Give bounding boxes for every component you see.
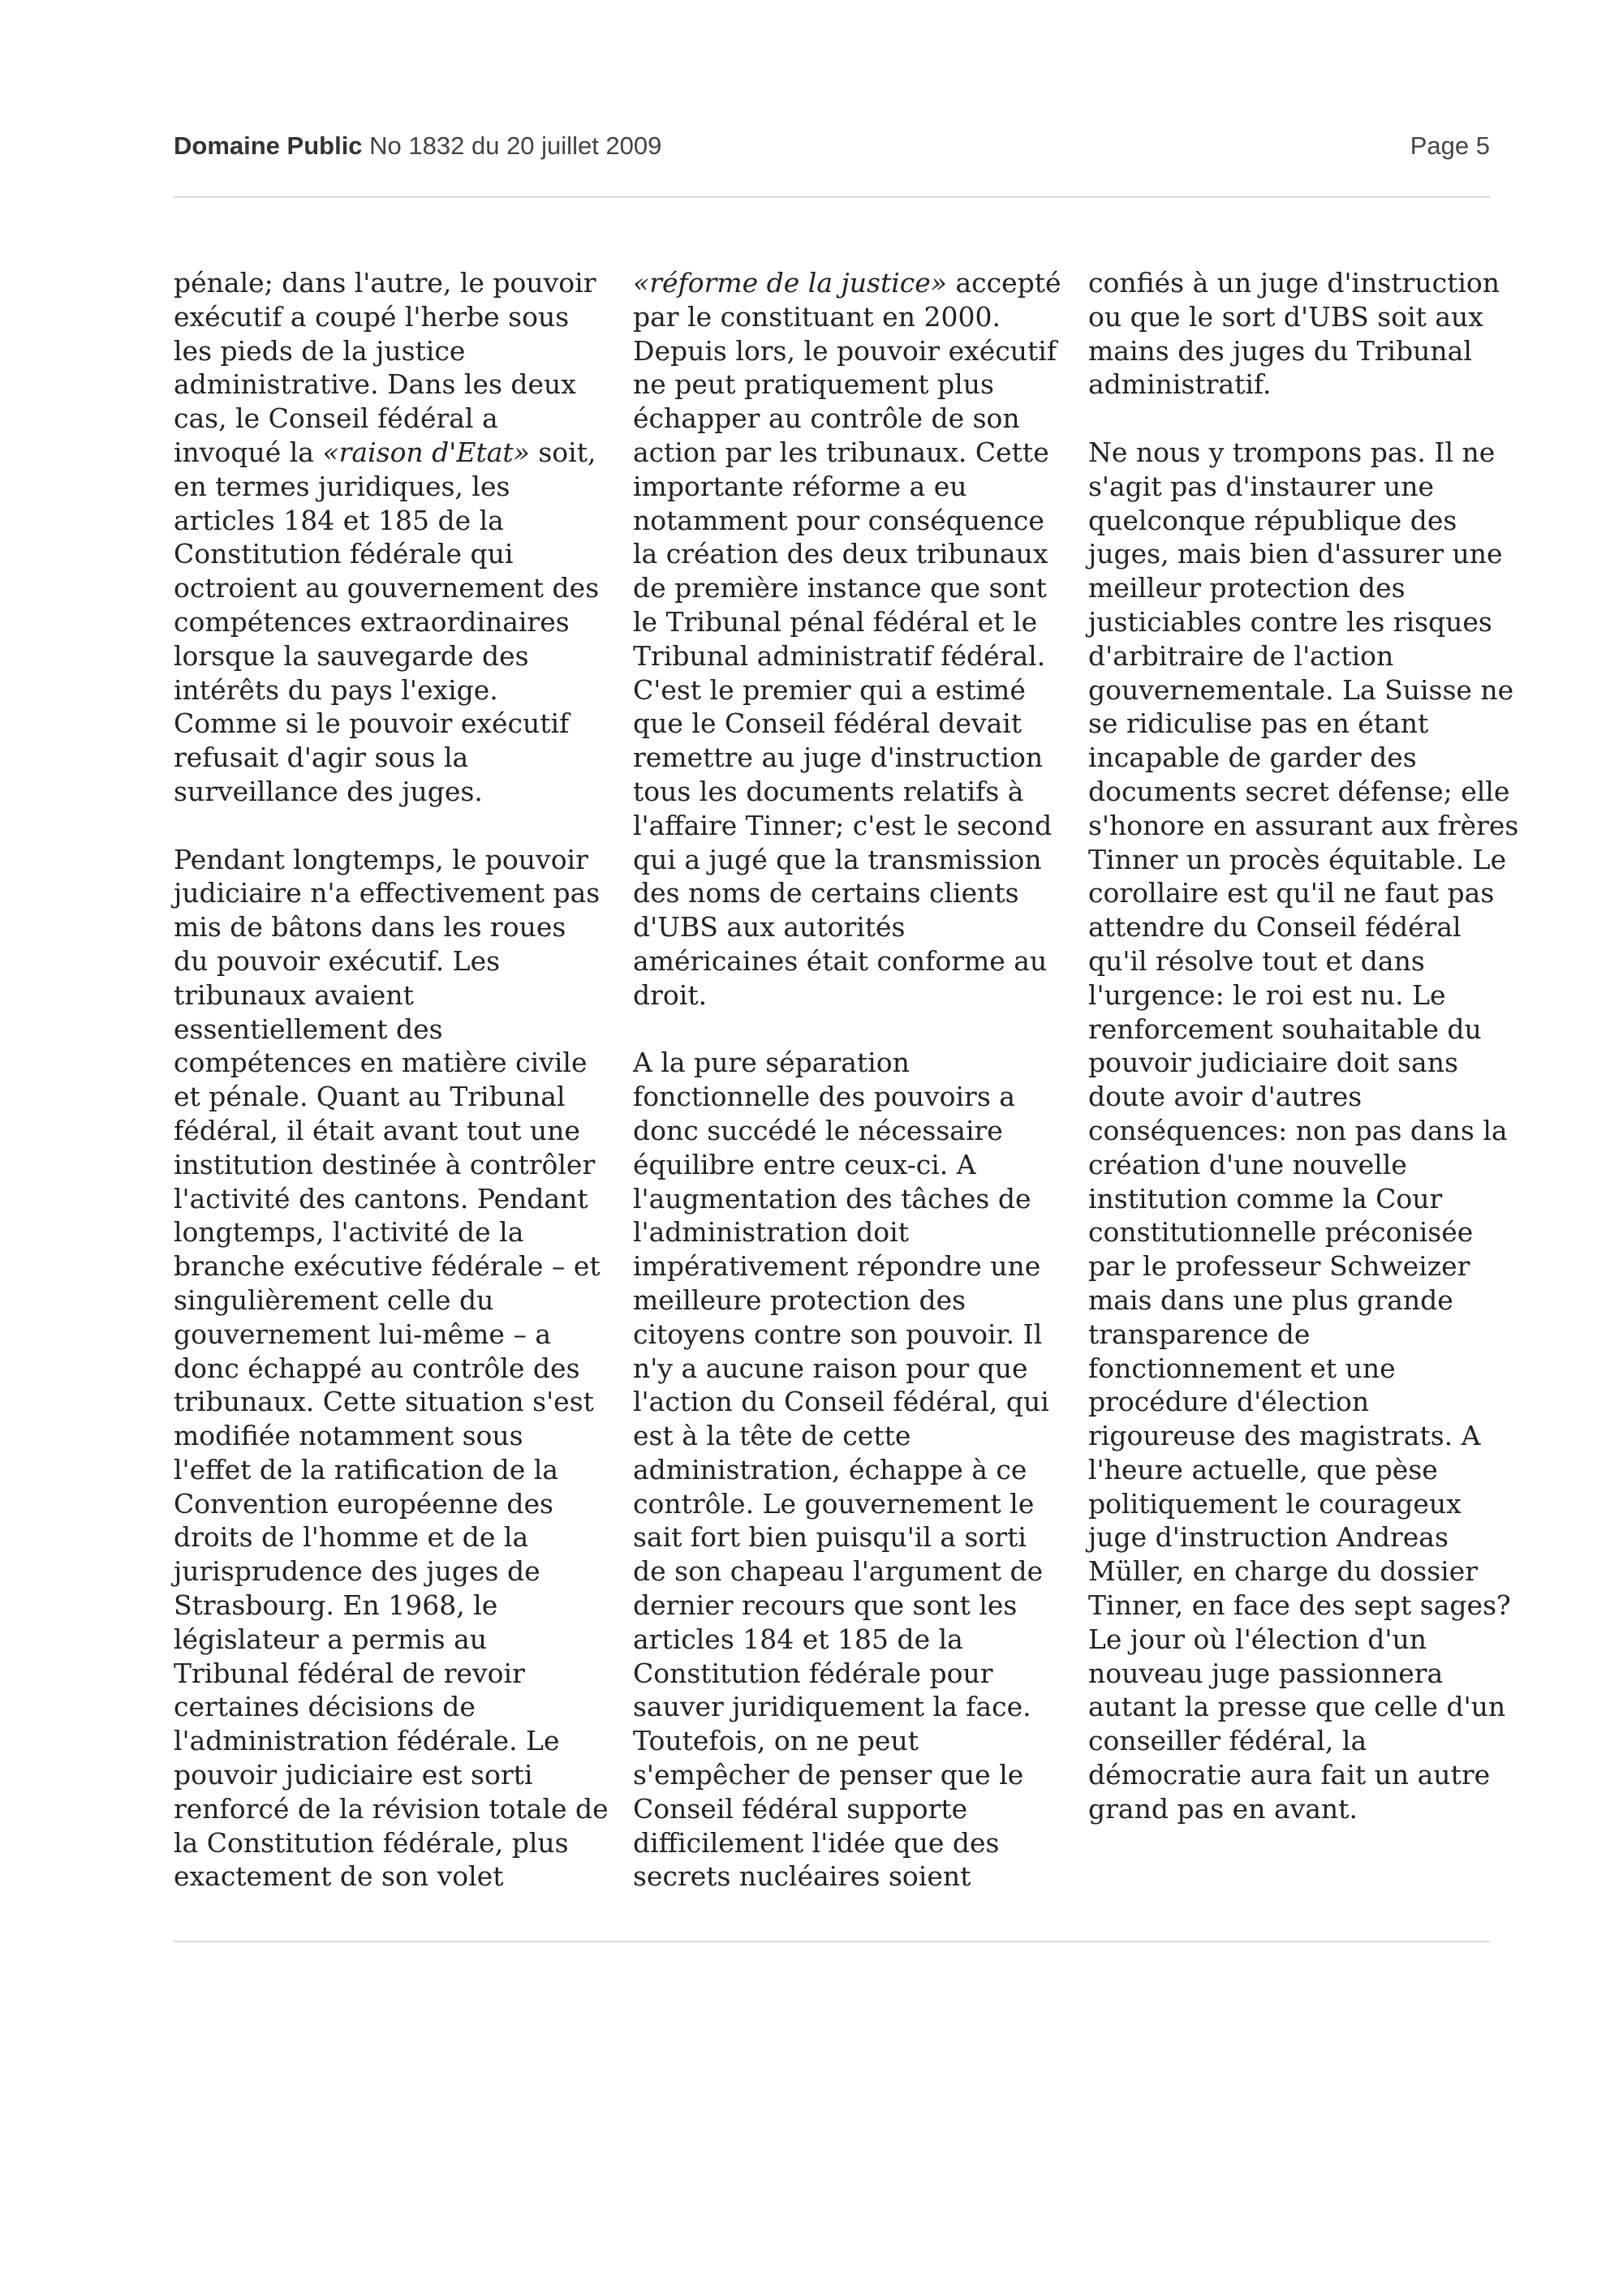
text-line: contrôle. Le gouvernement le <box>633 1487 1035 1520</box>
text-line: politiquement le courageux <box>1088 1487 1462 1520</box>
text-line: gouvernementale. La Suisse ne <box>1088 673 1514 706</box>
text-line: nouveau juge passionnera <box>1088 1657 1444 1689</box>
paragraph <box>1088 436 1518 1826</box>
issue-info: No 1832 du 20 juillet 2009 <box>362 131 662 160</box>
text-line: rigoureuse des magistrats. A <box>1088 1420 1481 1452</box>
text-line: Le jour où l'élection d'un <box>1088 1623 1427 1655</box>
text-line: administration, échappe à ce <box>633 1453 1027 1486</box>
text-line: documents secret défense; elle <box>1088 775 1510 807</box>
text-line: compétences en matière civile <box>174 1047 588 1079</box>
text-line: sauver juridiquement la face. <box>633 1691 1031 1723</box>
text-line: l'administration fédérale. Le <box>174 1725 560 1757</box>
text-line: refusait d'agir sous la <box>174 742 469 774</box>
text-line: l'effet de la ratification de la <box>174 1453 558 1486</box>
text-line: tribunaux. Cette situation s'est <box>174 1386 594 1418</box>
text-column-3 <box>1088 266 1518 1860</box>
text-line: constitutionnelle préconisée <box>1088 1216 1474 1249</box>
text-line: doute avoir d'autres <box>1088 1081 1363 1113</box>
text-line: meilleur protection des <box>1088 572 1406 604</box>
text-line: que le Conseil fédéral devait <box>633 707 1022 740</box>
text-line: exécutif a coupé l'herbe sous <box>174 300 570 333</box>
text-line: Tribunal fédéral de revoir <box>174 1657 525 1689</box>
paragraph <box>1088 266 1518 402</box>
text-line: par le professeur Schweizer <box>1088 1250 1470 1283</box>
page-header <box>174 131 1490 172</box>
text-line: l'heure actuelle, que pèse <box>1088 1453 1438 1486</box>
text-line: des noms de certains clients <box>633 877 1019 909</box>
text-line: création d'une nouvelle <box>1088 1148 1407 1180</box>
text-segment: invoqué la <box>174 436 323 468</box>
text-line: corollaire est qu'il ne faut pas <box>1088 877 1495 909</box>
text-line: mis de bâtons dans les roues <box>174 911 566 944</box>
text-line: renforcement souhaitable du <box>1088 1013 1482 1045</box>
paragraph <box>633 1046 1063 1894</box>
text-line: pouvoir judiciaire est sorti <box>174 1759 533 1791</box>
paragraph <box>174 843 609 1894</box>
text-line: d'UBS aux autorités <box>633 911 906 944</box>
text-line: mains des juges du Tribunal <box>1088 334 1472 367</box>
text-line: exactement de son volet <box>174 1860 504 1893</box>
text-line: renforcé de la révision totale de <box>174 1792 609 1825</box>
text-line: surveillance des juges. <box>174 775 483 807</box>
paragraph <box>633 266 1063 1013</box>
page-number: Page 5 <box>1410 131 1490 160</box>
text-line: équilibre entre ceux-ci. A <box>633 1148 976 1180</box>
text-line: en termes juridiques, les <box>174 470 510 502</box>
text-line: octroient au gouvernement des <box>174 572 600 604</box>
text-line: dernier recours que sont les <box>633 1589 1018 1622</box>
text-segment: accepté <box>946 267 1061 299</box>
text-line: américaines était conforme au <box>633 944 1048 977</box>
text-line: et pénale. Quant au Tribunal <box>174 1081 566 1113</box>
text-line: Depuis lors, le pouvoir exécutif <box>633 334 1057 367</box>
text-line: longtemps, l'activité de la <box>174 1216 524 1249</box>
text-line: judiciaire n'a effectivement pas <box>174 877 601 909</box>
text-line: l'administration doit <box>633 1216 909 1249</box>
text-line: ou que le sort d'UBS soit aux <box>1088 300 1483 333</box>
text-line: secrets nucléaires soient <box>633 1860 971 1893</box>
text-line: conseiller fédéral, la <box>1088 1725 1367 1757</box>
text-line: fonctionnelle des pouvoirs a <box>633 1081 1015 1113</box>
text-line: modifiée notamment sous <box>174 1420 523 1452</box>
text-line: Tinner un procès équitable. Le <box>1088 843 1507 875</box>
text-line: tous les documents relatifs à <box>633 775 1024 807</box>
text-line: jurisprudence des juges de <box>174 1555 540 1588</box>
text-line: démocratie aura fait un autre <box>1088 1759 1491 1791</box>
text-line: certaines décisions de <box>174 1691 476 1723</box>
text-line: Pendant longtemps, le pouvoir <box>174 843 588 875</box>
text-line: citoyens contre son pouvoir. Il <box>633 1318 1043 1350</box>
text-line: autant la presse que celle d'un <box>1088 1691 1506 1723</box>
text-line: juge d'instruction Andreas <box>1088 1521 1449 1554</box>
text-line: mais dans une plus grande <box>1088 1283 1453 1316</box>
text-line: gouvernement lui-même – a <box>174 1318 552 1350</box>
text-line: qu'il résolve tout et dans <box>1088 944 1425 977</box>
text-line: A la pure séparation <box>633 1047 910 1079</box>
text-line: de son chapeau l'argument de <box>633 1555 1044 1588</box>
text-line: échapper au contrôle de son <box>633 402 1020 435</box>
publication-name: Domaine Public <box>174 131 363 160</box>
text-line: institution comme la Cour <box>1088 1182 1443 1215</box>
text-line: qui a jugé que la transmission <box>633 843 1042 875</box>
header-divider <box>174 196 1490 198</box>
text-line: n'y a aucune raison pour que <box>633 1352 1028 1384</box>
text-line: juges, mais bien d'assurer une <box>1088 538 1503 570</box>
text-line: confiés à un juge d'instruction <box>1088 267 1500 299</box>
text-line: donc échappé au contrôle des <box>174 1352 580 1384</box>
text-line: s'empêcher de penser que le <box>633 1759 1024 1791</box>
text-line: donc succédé le nécessaire <box>633 1114 1003 1146</box>
text-line: branche exécutive fédérale – et <box>174 1250 601 1283</box>
text-line: l'action du Conseil fédéral, qui <box>633 1386 1049 1418</box>
text-line: cas, le Conseil fédéral a <box>174 402 498 435</box>
text-line: fonctionnement et une <box>1088 1352 1396 1384</box>
text-line: action par les tribunaux. Cette <box>633 436 1049 468</box>
text-line: Constitution fédérale pour <box>633 1657 993 1689</box>
text-line: difficilement l'idée que des <box>633 1826 1000 1859</box>
text-line: singulièrement celle du <box>174 1283 494 1316</box>
text-line: Comme si le pouvoir exécutif <box>174 707 570 740</box>
text-line: Convention européenne des <box>174 1487 553 1520</box>
text-line: conséquences: non pas dans la <box>1088 1114 1508 1146</box>
text-line: procédure d'élection <box>1088 1386 1370 1418</box>
text-line: meilleure protection des <box>633 1283 966 1316</box>
text-line: se ridiculise pas en étant <box>1088 707 1429 740</box>
text-line: de première instance que sont <box>633 572 1047 604</box>
text-line: tribunaux avaient <box>174 978 414 1011</box>
text-line: remettre au juge d'instruction <box>633 742 1044 774</box>
text-line: est à la tête de cette <box>633 1420 911 1452</box>
text-line: attendre du Conseil fédéral <box>1088 911 1462 944</box>
text-line: lorsque la sauvegarde des <box>174 639 529 672</box>
text-line: importante réforme a eu <box>633 470 967 502</box>
text-line: Müller, en charge du dossier <box>1088 1555 1478 1588</box>
text-line: Tinner, en face des sept sages? <box>1088 1589 1511 1622</box>
text-line: Constitution fédérale qui <box>174 538 514 570</box>
text-line: droits de l'homme et de la <box>174 1521 529 1554</box>
text-line: pouvoir judiciaire doit sans <box>1088 1047 1458 1079</box>
text-line: législateur a permis au <box>174 1623 488 1655</box>
text-line: incapable de garder des <box>1088 742 1417 774</box>
text-line: grand pas en avant. <box>1088 1792 1358 1825</box>
text-column-2 <box>633 266 1063 1928</box>
text-line: Tribunal administratif fédéral. <box>633 639 1046 672</box>
text-line: transparence de <box>1088 1318 1311 1350</box>
text-segment: soit, <box>529 436 596 468</box>
quoted-term: «réforme de la justice» <box>633 267 947 299</box>
text-line: quelconque république des <box>1088 504 1457 536</box>
text-line: l'urgence: le roi est nu. Le <box>1088 978 1446 1011</box>
text-line <box>633 266 1063 300</box>
text-line: pénale; dans l'autre, le pouvoir <box>174 267 596 299</box>
text-line: droit. <box>633 978 708 1011</box>
text-line: essentiellement des <box>174 1013 443 1045</box>
text-line: notamment pour conséquence <box>633 504 1044 536</box>
text-line: Ne nous y trompons pas. Il ne <box>1088 436 1496 468</box>
paragraph <box>174 266 604 809</box>
text-line: compétences extraordinaires <box>174 605 570 638</box>
text-line: intérêts du pays l'exige. <box>174 673 498 706</box>
text-line: fédéral, il était avant tout une <box>174 1114 580 1146</box>
text-line: ne peut pratiquement plus <box>633 368 994 401</box>
text-line: administrative. Dans les deux <box>174 368 576 401</box>
text-line: Toutefois, on ne peut <box>633 1725 919 1757</box>
text-line: l'augmentation des tâches de <box>633 1182 1031 1215</box>
text-line: le Tribunal pénal fédéral et le <box>633 605 1038 638</box>
text-line: s'honore en assurant aux frères <box>1088 809 1519 841</box>
text-line: la Constitution fédérale, plus <box>174 1826 569 1859</box>
footer-divider <box>174 1941 1490 1942</box>
text-line: l'activité des cantons. Pendant <box>174 1182 588 1215</box>
text-line: l'affaire Tinner; c'est le second <box>633 809 1053 841</box>
text-line: justiciables contre les risques <box>1088 605 1492 638</box>
text-column-1 <box>174 266 609 1928</box>
text-line: les pieds de la justice <box>174 334 466 367</box>
quoted-term: «raison d'Etat» <box>322 436 530 468</box>
text-line: impérativement répondre une <box>633 1250 1041 1283</box>
text-line: s'agit pas d'instaurer une <box>1088 470 1435 502</box>
header-publication <box>174 131 661 161</box>
text-line: d'arbitraire de l'action <box>1088 639 1394 672</box>
text-line: sait fort bien puisqu'il a sorti <box>633 1521 1027 1554</box>
text-line: par le constituant en 2000. <box>633 300 1001 333</box>
text-line: Conseil fédéral supporte <box>633 1792 968 1825</box>
text-line: du pouvoir exécutif. Les <box>174 944 501 977</box>
text-line: la création des deux tribunaux <box>633 538 1048 570</box>
text-line <box>174 436 604 470</box>
text-line: Strasbourg. En 1968, le <box>174 1589 498 1622</box>
text-line: administratif. <box>1088 368 1272 401</box>
text-line: institution destinée à contrôler <box>174 1148 596 1180</box>
text-line: articles 184 et 185 de la <box>633 1623 963 1655</box>
text-line: articles 184 et 185 de la <box>174 504 504 536</box>
text-line: C'est le premier qui a estimé <box>633 673 1026 706</box>
